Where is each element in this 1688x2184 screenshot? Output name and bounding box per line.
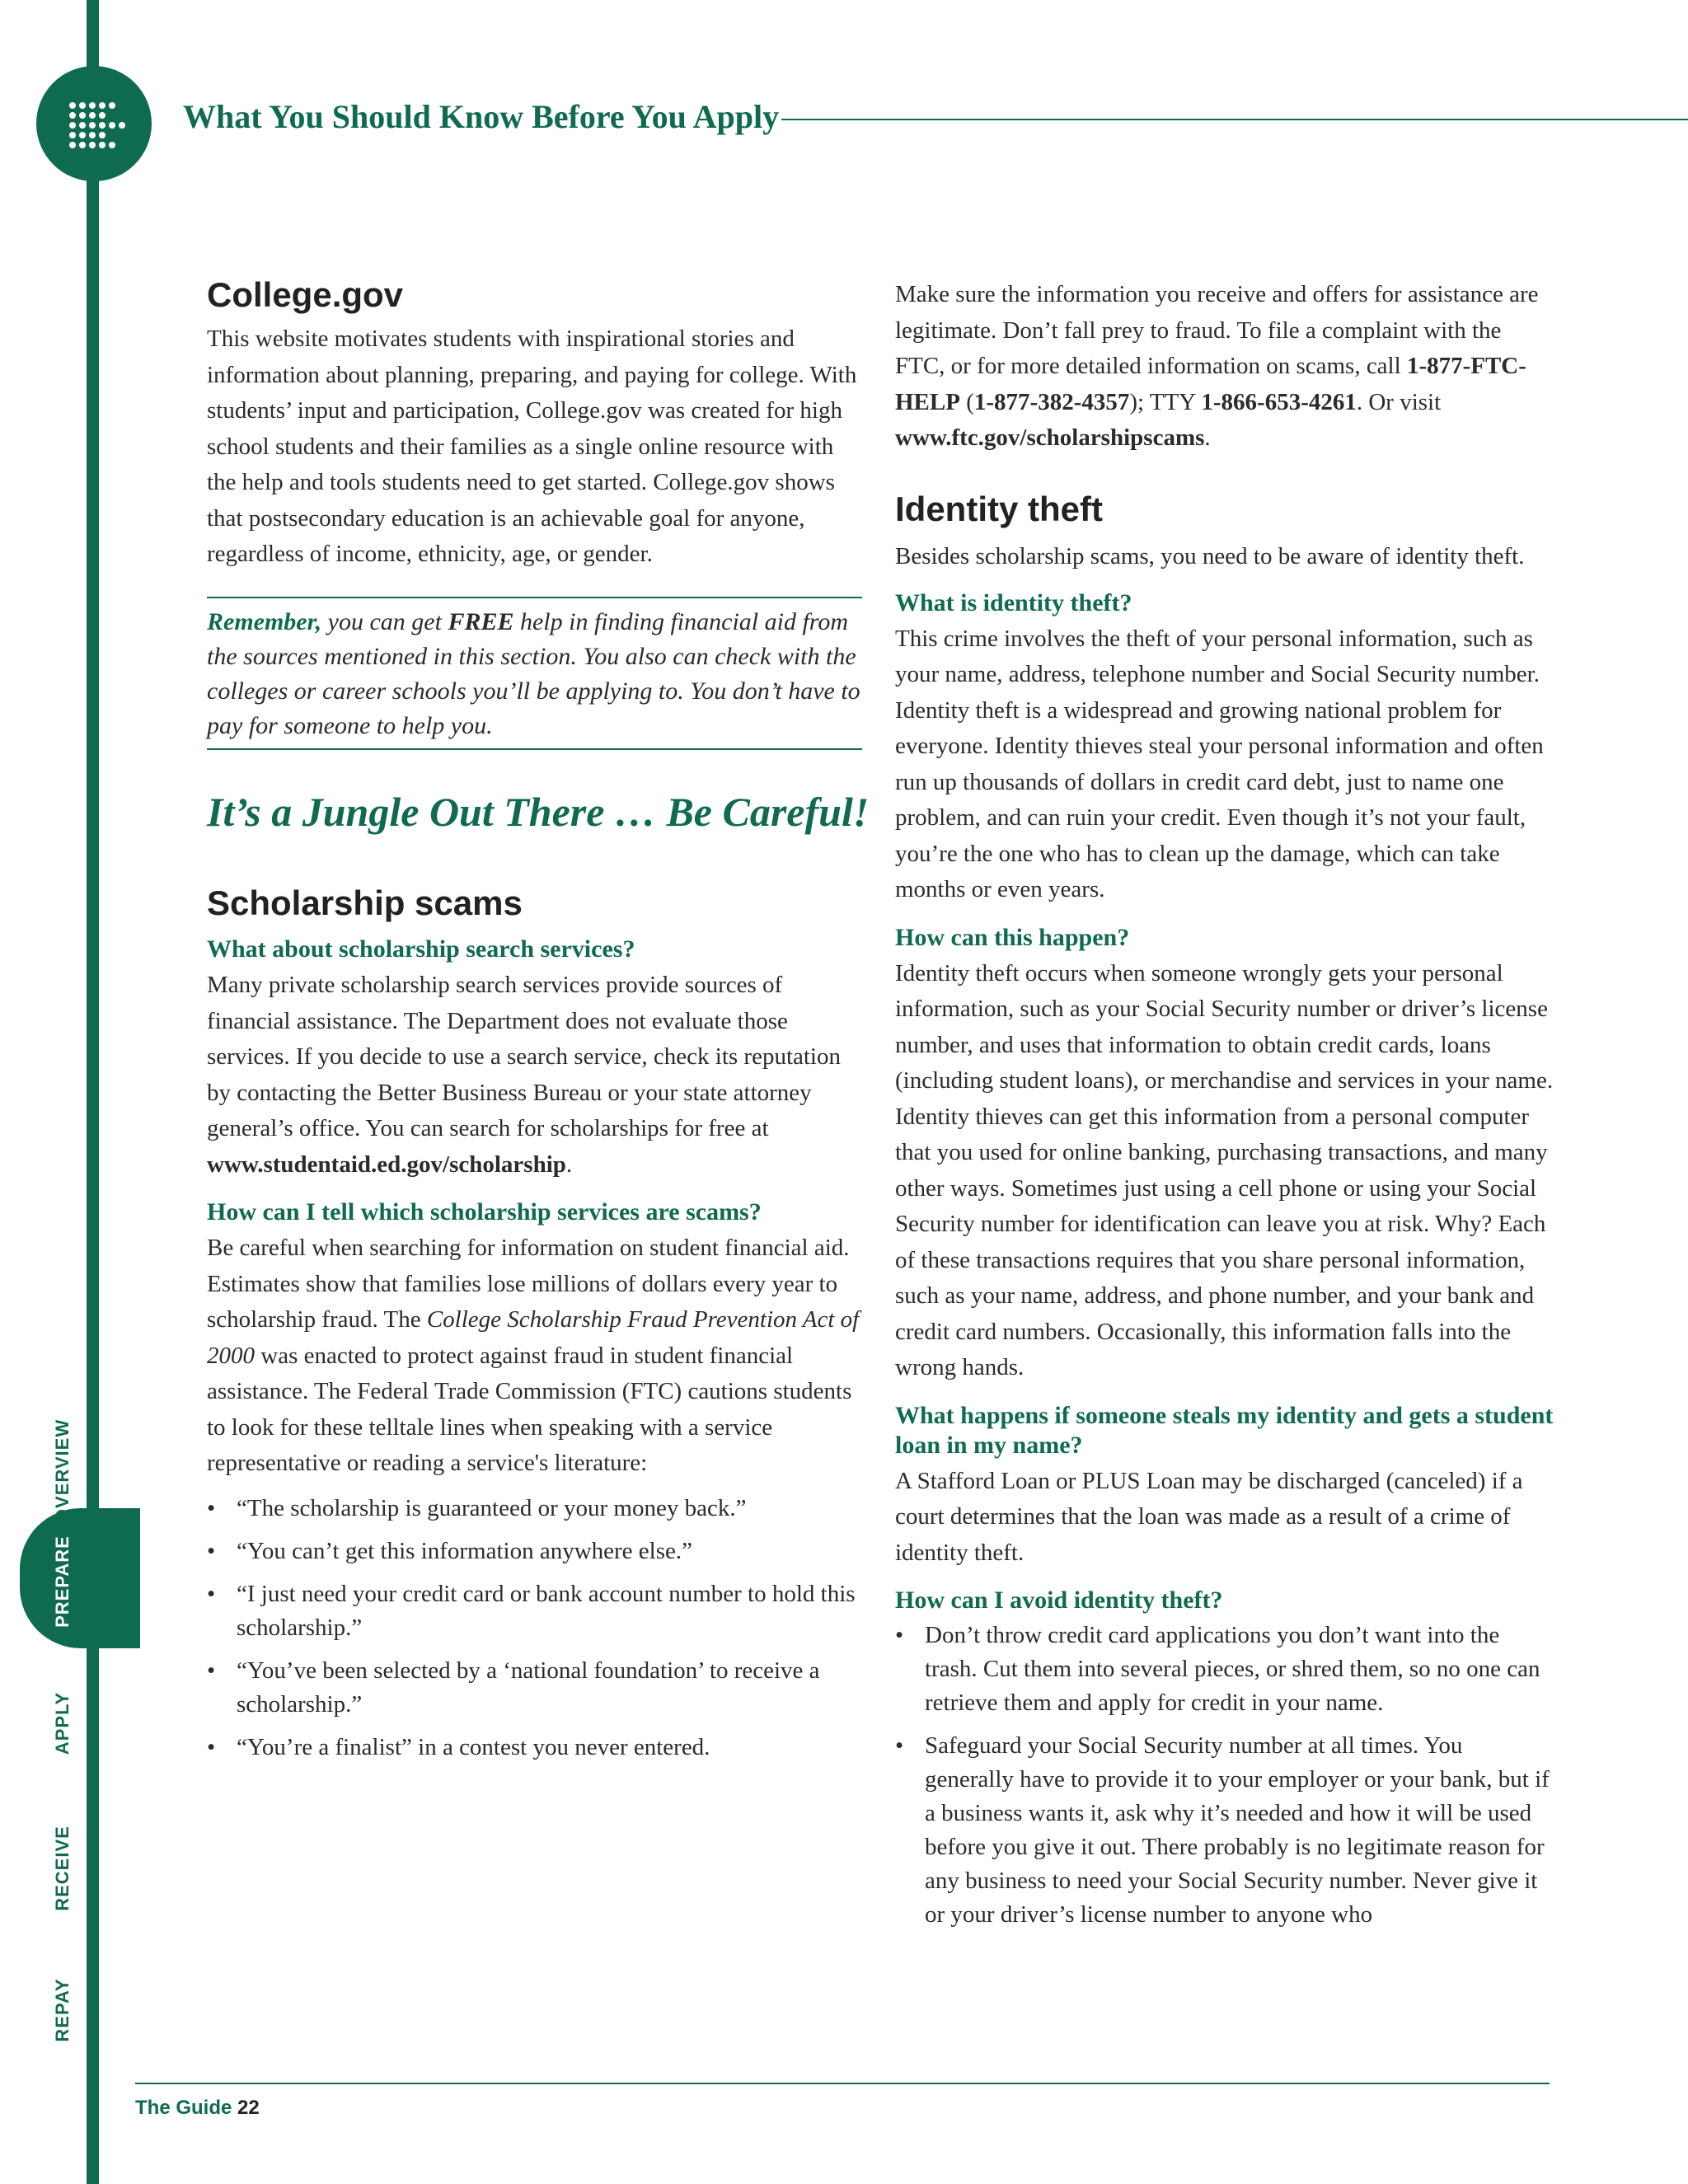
telltale-lines-list [207, 1492, 862, 1765]
footer-rule [135, 2083, 1550, 2084]
scams-answer-2-text-1: Be careful when searching for information on student financial aid. Estimates show that families lose millions of dollars every year to scholarship fraud. The [207, 1235, 850, 1333]
scams-question-2: How can I tell which scholarship services are scams? [207, 1198, 762, 1226]
scams-question-1: What about scholarship search services? [207, 935, 635, 963]
nav-tab-apply[interactable]: APPLY [52, 1691, 73, 1755]
identity-question-2: How can this happen? [895, 923, 1130, 951]
fraud-act-title: College Scholarship Fraud Prevention Act of 2000 [207, 1306, 860, 1369]
identity-question-4: How can I avoid identity theft? [895, 1586, 1223, 1614]
scholarship-scams-section [207, 883, 862, 1765]
identity-theft-section [895, 490, 1554, 1932]
page-number: 22 [237, 2097, 260, 2119]
scams-answer-1-text: Many private scholarship search services provide sources of financial assistance. The Department does not evaluate those services. If you decide to use a search service, check its reputation by contacting the Better Business Bureau or your state attorney general’s office. You can search for scholarships for free at [207, 972, 841, 1141]
scams-answer-2 [207, 1230, 862, 1482]
remember-free: FREE [448, 608, 514, 635]
identity-theft-intro: Besides scholarship scams, you need to be aware of identity theft. [895, 543, 1525, 569]
ftc-intro-text-1: Make sure the information you receive and offers for assistance are legitimate. Don’t fall prey to fraud. To file a complaint with the FTC, or for more detailed information on scams, call [895, 281, 1539, 379]
remember-lead: Remember, [207, 608, 322, 635]
logo [36, 66, 152, 181]
ftc-intro-text-2: ( [959, 388, 974, 415]
college-gov-heading: College.gov [207, 275, 404, 314]
list-item: • Don’t throw credit card applications you don’t want into the trash. Cut them into several pieces, or shred them, so no one can retrieve them and apply for credit in your name. [895, 1619, 1554, 1720]
ftc-intro-text-3: ); TTY [1129, 388, 1202, 415]
scams-answer-1 [207, 968, 862, 1183]
college-gov-section [207, 275, 862, 573]
nav-tab-receive[interactable]: RECEIVE [52, 1825, 73, 1911]
left-rail [87, 0, 99, 2184]
ftc-intro-text-4: . Or visit [1356, 388, 1442, 415]
list-item: • “I just need your credit card or bank account number to hold this scholarship.” [207, 1577, 862, 1645]
ftc-tty-phone: 1-866-653-4261 [1201, 388, 1357, 415]
list-item: • “You can’t get this information anywhere else.” [207, 1535, 862, 1568]
avoid-identity-theft-list [895, 1619, 1554, 1932]
footer [135, 2097, 260, 2120]
nav-tab-repay[interactable]: REPAY [52, 1978, 73, 2042]
header-rule [781, 119, 1688, 120]
scholarship-scams-heading: Scholarship scams [207, 883, 523, 922]
nav-active-tab-background [20, 1508, 140, 1648]
identity-answer-2: Identity theft occurs when someone wrongly gets your personal information, such as your Social Security number or driver’s license number, and uses that information to obtain credit cards, loans (including student loans), or merchandise and services in your name. Identity thieves can get this information from a personal computer that you used for online banking, purchasing transactions, and many other ways. Sometimes just using a cell phone or using your Social Security number for identification can leave you at risk. Why? Each of these transactions requires that you share personal information, such as your name, address, and phone number, and your bank and credit card numbers. Occasionally, this information falls into the wrong hands. [895, 959, 1554, 1380]
page-header-title: What You Should Know Before You Apply [183, 98, 780, 135]
ftc-intro-end: . [1204, 424, 1211, 451]
remember-text-1: you can get [321, 608, 448, 635]
college-gov-body: This website motivates students with inspirational stories and information about planning, preparing, and paying for college. With students’ input and participation, College.gov was created for high school students and their families as a single online resource with the help and tools students need to get started. College.gov shows that postsecondary education is an achievable goal for anyone, regardless of income, ethnicity, age, or gender. [207, 326, 857, 567]
identity-theft-heading: Identity theft [895, 490, 1103, 528]
nav-tab-overview[interactable]: OVERVIEW [52, 1418, 73, 1524]
identity-answer-3: A Stafford Loan or PLUS Loan may be discharged (canceled) if a court determines that the loan was made as a result of a crime of identity theft. [895, 1467, 1523, 1566]
dot-grid-logo-icon [36, 66, 152, 181]
footer-label: The Guide [135, 2097, 232, 2119]
scams-answer-2-text-2: was enacted to protect against fraud in student financial assistance. The Federal Trade Commission (FTC) cautions students to look for these telltale lines when speaking with a service representative or reading a service's literature: [207, 1342, 852, 1476]
ftc-phone-1: 1-877-FTC-HELP [895, 353, 1526, 415]
remember-text-2: help in finding financial aid from the sources mentioned in this section. You also can check with the colleges or career schools you’ll be applying to. You don’t have to pay for someone to help you. [207, 608, 860, 739]
identity-question-1: What is identity theft? [895, 588, 1132, 616]
identity-answer-1: This crime involves the theft of your personal information, such as your name, address, telephone number and Social Security number. Identity theft is a widespread and growing national problem for everyone. Identity thieves steal your personal information and often run up thousands of dollars in credit card debt, just to name one problem, and can ruin your credit. Even though it’s not your fault, you’re the one who has to clean up the damage, which can take months or even years. [895, 625, 1544, 902]
identity-question-3: What happens if someone steals my identity and gets a student loan in my name? [895, 1401, 1554, 1459]
list-item: • “You’ve been selected by a ‘national foundation’ to receive a scholarship.” [207, 1654, 862, 1722]
list-item: • “You’re a finalist” in a contest you never entered. [207, 1731, 862, 1765]
list-item: • “The scholarship is guaranteed or your money back.” [207, 1492, 862, 1526]
remember-callout [207, 597, 862, 750]
jungle-heading: It’s a Jungle Out There … Be Careful! [207, 789, 870, 835]
scams-answer-1-end: . [565, 1151, 573, 1178]
nav-tab-prepare[interactable]: PREPARE [52, 1535, 73, 1628]
ftc-scams-link[interactable]: www.ftc.gov/scholarshipscams [895, 424, 1205, 451]
list-item: • Safeguard your Social Security number at all times. You generally have to provide it to your employer or your bank, but if a business wants it, ask why it’s needed and how it will be used before you give it out. There probably is no legitimate reason for any business to need your Social Security number. Never give it or your driver’s license number to anyone who [895, 1729, 1554, 1932]
ftc-intro [895, 277, 1554, 457]
studentaid-link[interactable]: www.studentaid.ed.gov/scholarship [207, 1151, 566, 1178]
ftc-phone-2: 1-877-382-4357 [973, 388, 1130, 415]
